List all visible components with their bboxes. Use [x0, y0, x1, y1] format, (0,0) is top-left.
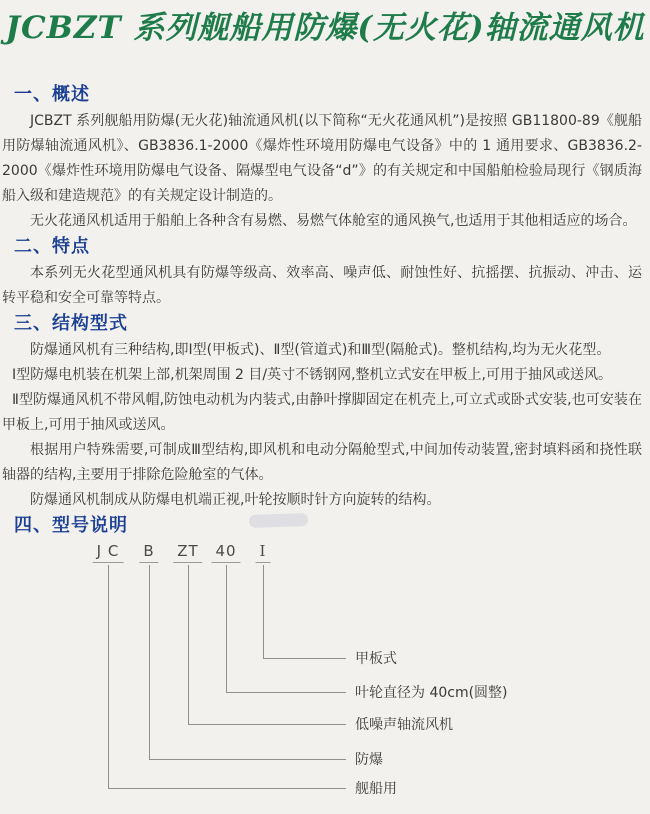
- structure-paragraph-2: Ⅰ型防爆电机装在机架上部,机架周围 2 目/英寸不锈钢网,整机立式安在甲板上,可用于抽风或送风。: [12, 367, 613, 383]
- overview-paragraph-1: JCBZT 系列舰船用防爆(无火花)轴流通风机(以下简称“无火花通风机”)是按照 GB11800-89《舰船用防爆轴流通风机》、GB3836.1-2000《爆炸性环境用防爆电气设备》中的 1 通用要求、GB3836.2-2000《爆炸性环境用防爆电气设备、隔爆型电气设备“d”》的有关规定和中国船舶检验局现行《钢质海船入级和建造规范》的有关规定设计制造的。: [2, 113, 642, 204]
- model-code-40: 40: [211, 542, 240, 563]
- structure-paragraph-5: 防爆通风机制成从防爆电机端正视,叶轮按顺时针方向旋转的结构。: [30, 492, 441, 508]
- overview-paragraph-2: 无火花通风机适用于船舶上各种含有易燃、易燃气体舱室的通风换气,也适用于其他相适应的场合。: [30, 213, 637, 229]
- model-number-diagram: [0, 540, 650, 814]
- meaning-label-impeller-dia: 叶轮直径为 40cm(圆整): [355, 685, 508, 701]
- model-code-i: I: [256, 542, 271, 563]
- meaning-label-marine-use: 舰船用: [355, 781, 397, 797]
- connector-line-jc: [108, 565, 346, 789]
- page-title: JCBZT 系列舰船用防爆(无火花)轴流通风机: [5, 10, 645, 46]
- structure-paragraph-3: Ⅱ型防爆通风机不带风帽,防蚀电动机为内装式,由静叶撑脚固定在机壳上,可立式或卧式安装,也可安装在甲板上,可用于抽风或送风。: [2, 392, 642, 433]
- features-paragraph: 本系列无火花型通风机具有防爆等级高、效率高、噪声低、耐蚀性好、抗摇摆、抗振动、冲击、运转平稳和安全可靠等特点。: [2, 265, 642, 306]
- meaning-label-deck-type: 甲板式: [355, 651, 397, 667]
- structure-paragraph-1: 防爆通风机有三种结构,即Ⅰ型(甲板式)、Ⅱ型(管道式)和Ⅲ型(隔舱式)。整机结构,均为无火花型。: [30, 342, 611, 358]
- structure-paragraph-4: 根据用户特殊需要,可制成Ⅲ型结构,即风机和电动分隔舱型式,中间加传动装置,密封填料函和挠性联轴器的结构,主要用于排除危险舱室的气体。: [2, 442, 642, 483]
- section-heading-overview: 一、概述: [14, 84, 90, 105]
- model-code-jc: J C: [93, 542, 124, 563]
- scan-smudge-artifact: [249, 513, 308, 528]
- section-heading-structure: 三、结构型式: [14, 313, 128, 334]
- model-code-zt: ZT: [173, 542, 202, 563]
- section-heading-features: 二、特点: [14, 236, 90, 257]
- meaning-label-explosion-proof: 防爆: [355, 752, 383, 768]
- model-code-b: B: [139, 542, 158, 563]
- meaning-label-low-noise-fan: 低噪声轴流风机: [355, 717, 453, 733]
- section-heading-model: 四、型号说明: [14, 515, 128, 536]
